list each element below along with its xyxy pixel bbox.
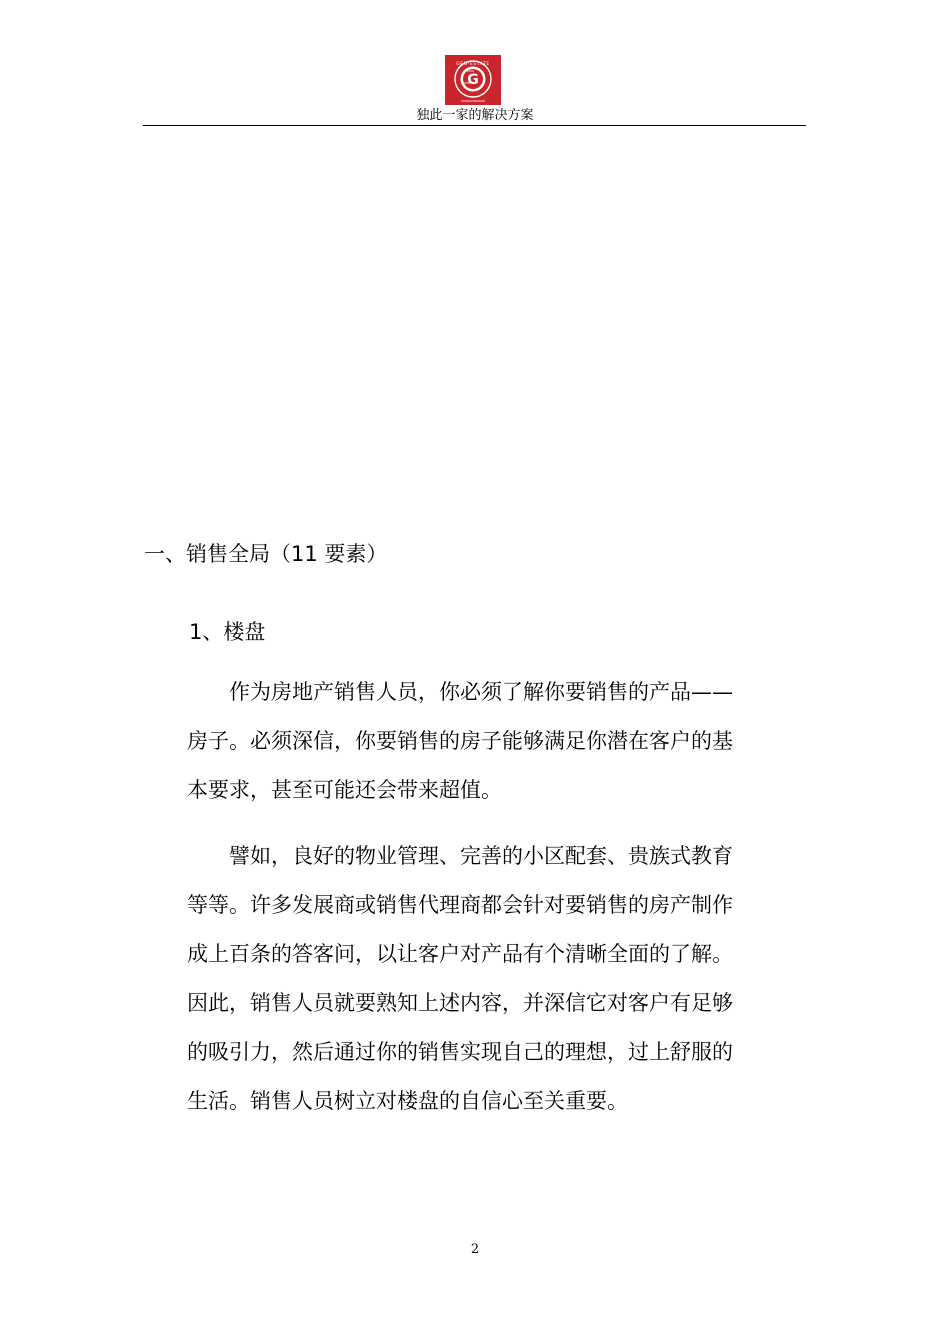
paragraph-line: 作为房地产销售人员，你必须了解你要销售的产品——: [229, 680, 733, 704]
paragraph-line: 房子。必须深信，你要销售的房子能够满足你潜在客户的基: [187, 729, 733, 753]
paragraph-line: 本要求，甚至可能还会带来超值。: [187, 778, 502, 802]
paragraph-line: 生活。销售人员树立对楼盘的自信心至关重要。: [187, 1089, 628, 1113]
paragraph-line: 因此，销售人员就要熟知上述内容，并深信它对客户有足够: [187, 991, 733, 1015]
paragraph-line: 的吸引力，然后通过你的销售实现自己的理想，过上舒服的: [187, 1040, 733, 1064]
logo-letter: G: [467, 72, 479, 88]
subheading: 1、楼盘: [189, 620, 266, 644]
paragraph-1: [187, 668, 807, 815]
paragraph-line: 等等。许多发展商或销售代理商都会针对要销售的房产制作: [187, 893, 733, 917]
logo-text: GEN-ESTATE: [456, 62, 490, 67]
paragraph-2: [187, 832, 807, 1126]
paragraph-line: 譬如，良好的物业管理、完善的小区配套、贵族式教育: [229, 844, 733, 868]
header-tagline: 独此一家的解决方案: [416, 108, 534, 123]
company-logo: [445, 55, 501, 105]
section-heading: 一、销售全局（11 要素）: [144, 542, 388, 566]
paragraph-line: 成上百条的答客问，以让客户对产品有个清晰全面的了解。: [187, 942, 733, 966]
header-divider: [143, 125, 806, 126]
gen-estate-logo-icon: [445, 55, 501, 105]
page-number: 2: [470, 1242, 480, 1257]
